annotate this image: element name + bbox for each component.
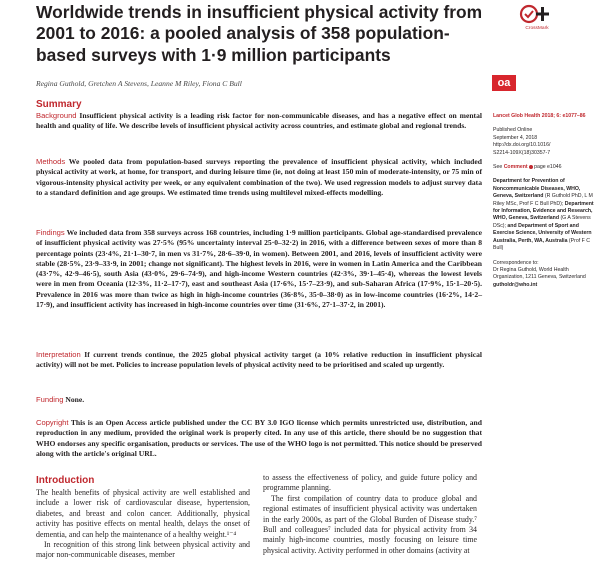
abstract-methods-text: We pooled data from population-based surveys reporting the prevalence of insufficient physical activity, which included physical activity at work, at home, for transport, and during leisure time (ie, not doing at least 150 min of moderate-intensity, or 75 min of vigorous-intensity physical activity per week, or any equivalent combination of the two). We used regression models to adjust survey data to a standard definition and age groups. We estimated time trends using multilevel mixed-effects modelling. — [36, 157, 483, 197]
affiliation-3: and Department of Sport and Exercise Science, University of Western Australia, Perth, WA, Australia — [493, 222, 592, 244]
intro-paragraph: The health benefits of physical activity are well established and include a lower risk of cardiovascular disease, hypertension, diabetes, and breast and colon cancer. Additionally, physical activity has positive effects on mental health, delays the onset of dementia, and can help the maintenance of a healthy weight.¹⁻⁴ — [36, 488, 250, 539]
abstract-interpretation — [36, 350, 482, 371]
abstract-background — [36, 111, 482, 132]
article-sidebar — [493, 113, 597, 289]
crossmark-label: CrossMark — [525, 26, 549, 31]
intro-paragraph: to assess the effectiveness of policy, and guide future policy and programme planning. — [263, 473, 477, 493]
abstract-background-text: Insufficient physical activity is a leading risk factor for non-communicable diseases, and has a negative effect on mental health and quality of life. We describe levels of insufficient physical activity across countries, and estimate global and regional trends. — [36, 111, 482, 131]
correspondence-label: Correspondence to: — [493, 259, 539, 266]
published-date: September 4, 2018 — [493, 134, 538, 141]
affiliations — [493, 178, 597, 252]
introduction-column-left — [36, 488, 250, 561]
published-label: Published Online — [493, 127, 533, 134]
abstract-findings-text: We included data from 358 surveys across 168 countries, including 1·9 million participants. Global age-standardised prevalence of insufficient physical activity was 27·5% (95% uncertainty interval 25·0–32·2) in 2016, with a difference between sexes of more than 8 percentage points (23·4%, 21·1–30·7, in men vs 31·7%, 28·6–39·0, in women). Between 2001, and 2016, levels of insufficient activity were stable (28·5%, 23·9–33·9, in 2001; change not significant). The highest levels in 2016, were in women in Latin America and the Caribbean (43·7%, 42·9–46·5), south Asia (43·0%, 29·6–74·9), and high-income Western countries (42·3%, 39·1–45·4), whereas the lowest levels were in men from Oceania (12·3%, 11·2–17·7), east and southeast Asia (17·6%, 15·7–23·9), and sub-Saharan Africa (17·9%, 15·1–20·5). Prevalence in 2016 was more than twice as high in high-income countries (36·8%, 35·0–38·0) as in low-income countries (16·2%, 14·2–17·9), and insufficient activity has increased in high-income countries over time (31·6%, 27·1–37·2, in 2001). — [36, 228, 482, 310]
abstract-methods-label: Methods — [36, 157, 66, 166]
publication-info — [493, 127, 597, 157]
affiliation-2-authors: (G A Stevens DSc); — [493, 215, 591, 229]
abstract-funding — [36, 395, 482, 405]
correspondence-email[interactable]: gutholdr@who.int — [493, 281, 538, 288]
summary-heading: Summary — [36, 99, 82, 110]
affiliation-1-authors: (R Guthold PhD, L M Riley MSc, Prof F C Bull PhD); — [493, 193, 593, 207]
open-access-badge: oa — [492, 75, 516, 91]
correspondence — [493, 260, 597, 290]
abstract-interpretation-text: If current trends continue, the 2025 global physical activity target (a 10% relative reduction in insufficient physical activity) will not be met. Policies to increase population levels of physical activity need to be prioritised and scaled up urgently. — [36, 350, 482, 370]
abstract-findings-label: Findings — [36, 228, 65, 237]
abstract-funding-label: Funding — [36, 395, 64, 404]
comment-icon — [529, 165, 533, 169]
see-comment — [493, 164, 597, 171]
affiliation-3-authors: (Prof F C Bull) — [493, 237, 590, 252]
correspondence-address: Dr Regina Guthold, World Health Organization, 1211 Geneva, Switzerland — [493, 266, 586, 281]
abstract-interpretation-label: Interpretation — [36, 350, 81, 359]
abstract-copyright — [36, 418, 482, 459]
see-suffix: page e1046 — [534, 164, 562, 171]
abstract-methods — [36, 157, 482, 198]
see-prefix: See — [493, 164, 503, 171]
affiliation-2: Department for Information, Evidence and Research, WHO, Geneva, Switzerland — [493, 200, 594, 222]
introduction-column-right — [263, 473, 477, 556]
abstract-funding-text: None. — [65, 395, 85, 404]
abstract-background-label: Background — [36, 111, 77, 120]
crossmark-icon — [516, 4, 558, 26]
article-title: Worldwide trends in insufficient physical activity from 2001 to 2016: a pooled analysis of 358 population-based surveys with 1·9 million participants — [36, 2, 483, 65]
journal-citation: Lancet Glob Health 2018; 6: e1077–86 — [493, 113, 586, 119]
intro-paragraph: The first compilation of country data to produce global and regional estimates of insufficient physical activity was undertaken in the early 2000s, as part of the Global Burden of Disease study.⁷ Bull and colleagues⁷ included data for physical activity from 34 mainly high-income countries, mostly focusing on leisure time physical activity. Activity performed in other domains (activity at — [263, 493, 477, 555]
abstract-copyright-label: Copyright — [36, 418, 69, 427]
introduction-heading: Introduction — [36, 475, 95, 486]
crossmark-badge[interactable] — [516, 4, 558, 38]
abstract-findings — [36, 228, 482, 310]
doi-link[interactable]: http://dx.doi.org/10.1016/ — [493, 142, 551, 149]
affiliation-1: Department for Prevention of Noncommunicable Diseases, WHO, Geneva, Switzerland — [493, 178, 581, 200]
author-list: Regina Guthold, Gretchen A Stevens, Leanne M Riley, Fiona C Bull — [36, 79, 242, 88]
abstract-copyright-text: This is an Open Access article published under the CC BY 3.0 IGO license which permits unrestricted use, distribution, and reproduction in any medium, provided the original work is properly cited. In any use of this article, there should be no suggestion that WHO endorses any specific organisation, products or services. The use of the WHO logo is not permitted. This notice should be preserved along with the article's original URL. — [36, 418, 482, 458]
comment-link[interactable]: Comment — [503, 164, 528, 171]
doi-id[interactable]: S2214-109X(18)30357-7 — [493, 149, 551, 156]
intro-paragraph: In recognition of this strong link between physical activity and major non-communicable diseases, member — [36, 540, 250, 560]
